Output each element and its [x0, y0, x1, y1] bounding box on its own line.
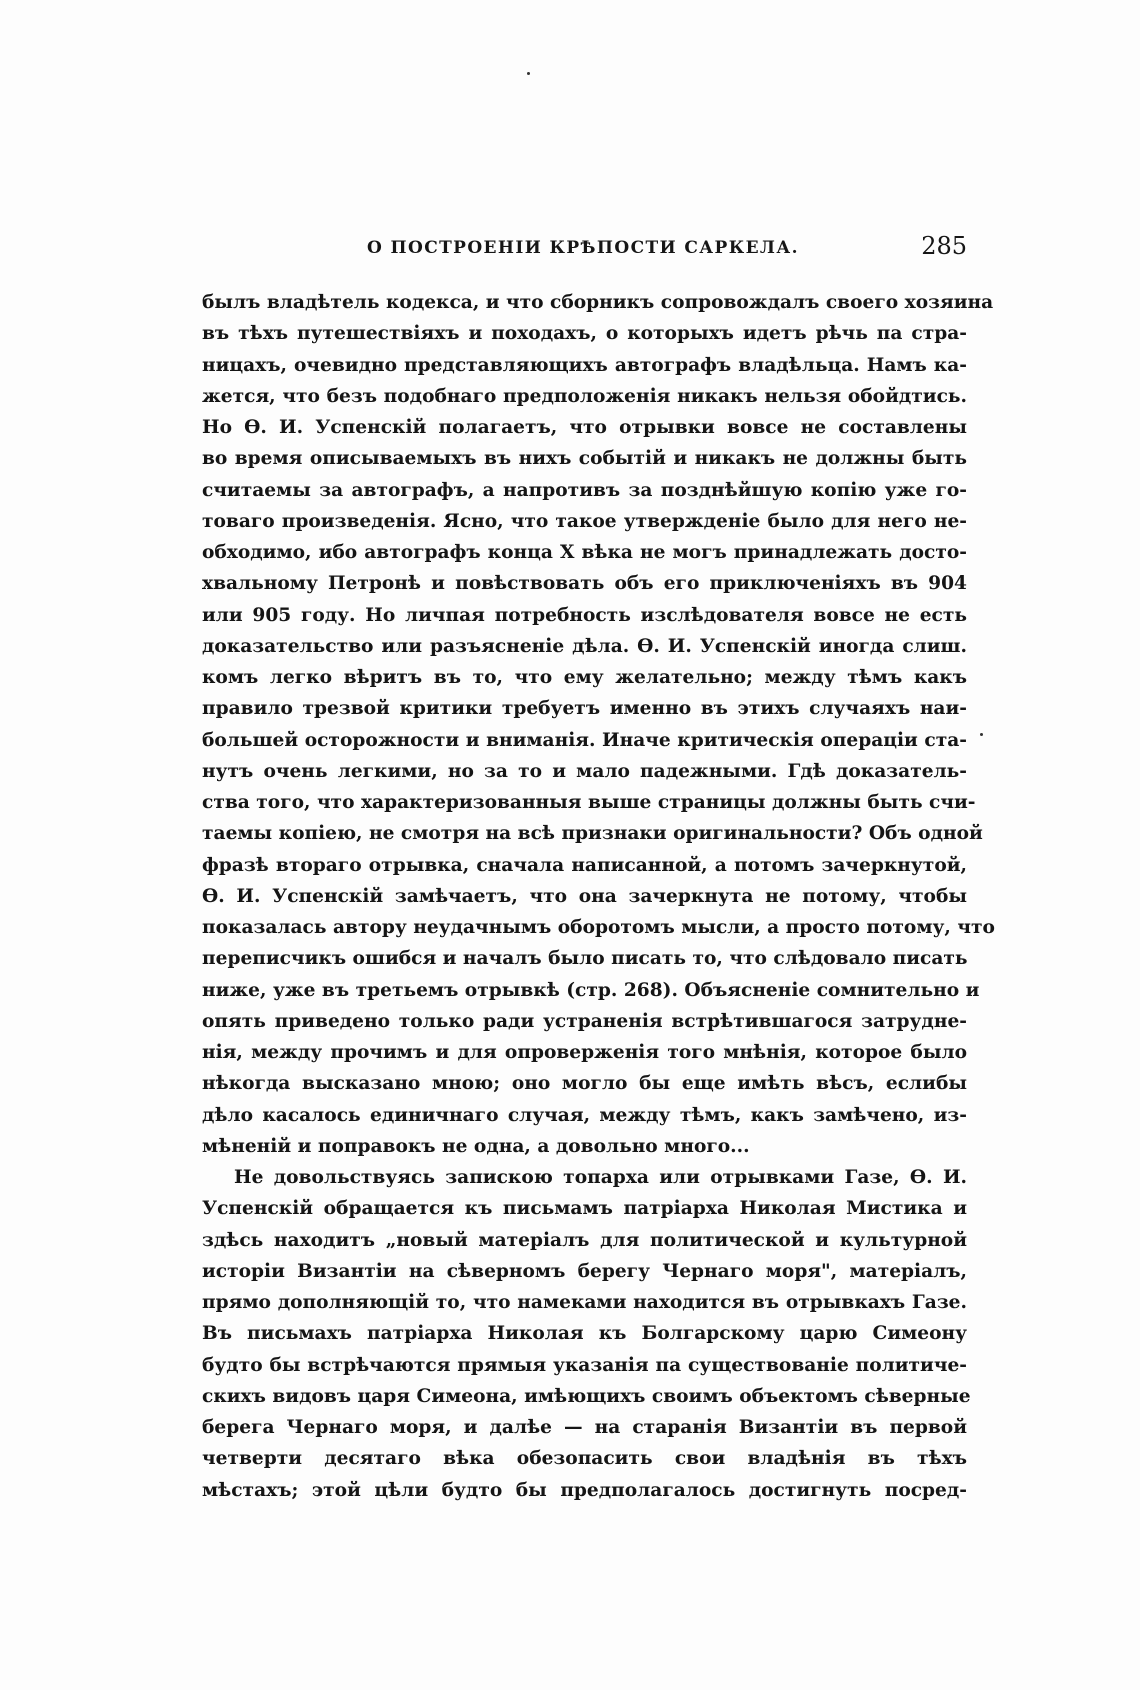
page-header	[202, 232, 967, 272]
page-number: 285	[921, 232, 967, 260]
text-line: прямо дополняющій то, что намеками находится въ отрывкахъ Газе.	[202, 1292, 967, 1313]
text-line: берега Чернаго моря, и далѣе — на старанія Византіи въ первой	[202, 1417, 967, 1438]
text-line: ниже, уже въ третьемъ отрывкѣ (стр. 268). Объясненіе сомнительно и	[202, 979, 980, 1001]
running-title: О ПОСТРОЕНІИ КРѢПОСТИ САРКЕЛА.	[367, 238, 799, 258]
text-line: товаго произведенія. Ясно, что такое утвержденіе было для него не-	[202, 510, 967, 532]
text-line: жется, что безъ подобнаго предположенія никакъ нельзя обойдтись.	[202, 385, 967, 407]
text-line: ства того, что характеризованныя выше страницы должны быть счи-	[202, 792, 976, 813]
text-line: обходимо, ибо автографъ конца X вѣка не могъ принадлежать досто-	[202, 542, 967, 563]
text-line: мѣненій и поправокъ не одна, а довольно много...	[202, 1135, 750, 1157]
text-line: мѣстахъ; этой цѣли будто бы предполагалось достигнуть посред-	[202, 1479, 967, 1501]
text-line: Не довольствуясь запискою топарха или отрывками Газе, Ѳ. И.	[234, 1167, 967, 1188]
text-line: Въ письмахъ патріарха Николая къ Болгарскому царю Симеону	[202, 1323, 967, 1345]
text-line: показалась автору неудачнымъ оборотомъ мысли, а просто потому, что	[202, 917, 995, 938]
text-line: былъ владѣтель кодекса, и что сборникъ сопровождалъ своего хозяина	[202, 292, 994, 313]
text-line: ницахъ, очевидно представляющихъ автографъ владѣльца. Намъ ка-	[202, 354, 967, 376]
paragraph	[202, 287, 995, 1162]
text-line: нія, между прочимъ и для опроверженія того мнѣнія, которое было	[202, 1042, 967, 1063]
text-line: дѣло касалось единичнаго случая, между тѣмъ, какъ замѣчено, из-	[202, 1104, 967, 1126]
text-line: правило трезвой критики требуетъ именно въ этихъ случаяхъ наи-	[202, 698, 967, 720]
text-line: Успенскій обращается къ письмамъ патріарха Николая Мистика и	[202, 1198, 967, 1220]
text-line: будто бы встрѣчаются прямыя указанія па существованіе политиче-	[202, 1354, 967, 1376]
text-line: нутъ очень легкими, но за то и мало падежными. Гдѣ доказатель-	[202, 760, 967, 782]
paragraph	[202, 1162, 971, 1506]
text-line: Ѳ. И. Успенскій замѣчаетъ, что она зачеркнута не потому, чтобы	[202, 885, 967, 907]
text-line: опять приведено только ради устраненія встрѣтившагося затрудне-	[202, 1010, 967, 1032]
text-line: большей осторожности и вниманія. Иначе критическія операціи ста-	[202, 729, 967, 751]
text-line: таемы копіею, не смотря на всѣ признаки оригинальности? Объ одной	[202, 823, 983, 845]
text-line: или 905 году. Но личпая потребность изслѣдователя вовсе не есть	[202, 604, 967, 626]
text-line: доказательство или разъясненіе дѣла. Ѳ. И. Успенскій иногда слиш.	[202, 635, 967, 657]
text-line: комъ легко вѣритъ въ то, что ему желательно; между тѣмъ какъ	[202, 667, 967, 688]
text-line: считаемы за автографъ, а напротивъ за позднѣйшую копію уже го-	[202, 479, 967, 501]
text-line: здѣсь находитъ „новый матеріалъ для политической и культурной	[202, 1229, 967, 1251]
text-line: переписчикъ ошибся и началъ было писать то, что слѣдовало писать	[202, 948, 968, 970]
text-line: во время описываемыхъ въ нихъ событій и никакъ не должны быть	[202, 448, 967, 470]
text-line: фразѣ втораго отрывка, сначала написанной, а потомъ зачеркнутой,	[202, 854, 967, 876]
text-line: хвальному Петронѣ и повѣствовать объ его приключеніяхъ въ 904	[202, 573, 967, 595]
text-line: скихъ видовъ царя Симеона, имѣющихъ своимъ объектомъ сѣверные	[202, 1385, 971, 1407]
text-line: четверти десятаго вѣка обезопасить свои владѣнія въ тѣхъ	[202, 1448, 967, 1470]
print-speck	[527, 72, 530, 75]
text-line: нѣкогда высказано мною; оно могло бы еще имѣть вѣсъ, еслибы	[202, 1073, 967, 1095]
print-speck	[980, 733, 983, 736]
text-line: исторіи Византіи на сѣверномъ берегу Чернаго моря", матеріалъ,	[202, 1260, 967, 1282]
text-line: въ тѣхъ путешествіяхъ и походахъ, о которыхъ идетъ рѣчь па стра-	[202, 323, 967, 345]
body-text	[202, 287, 995, 1506]
text-line: Но Ѳ. И. Успенскій полагаетъ, что отрывки вовсе не составлены	[202, 417, 967, 438]
